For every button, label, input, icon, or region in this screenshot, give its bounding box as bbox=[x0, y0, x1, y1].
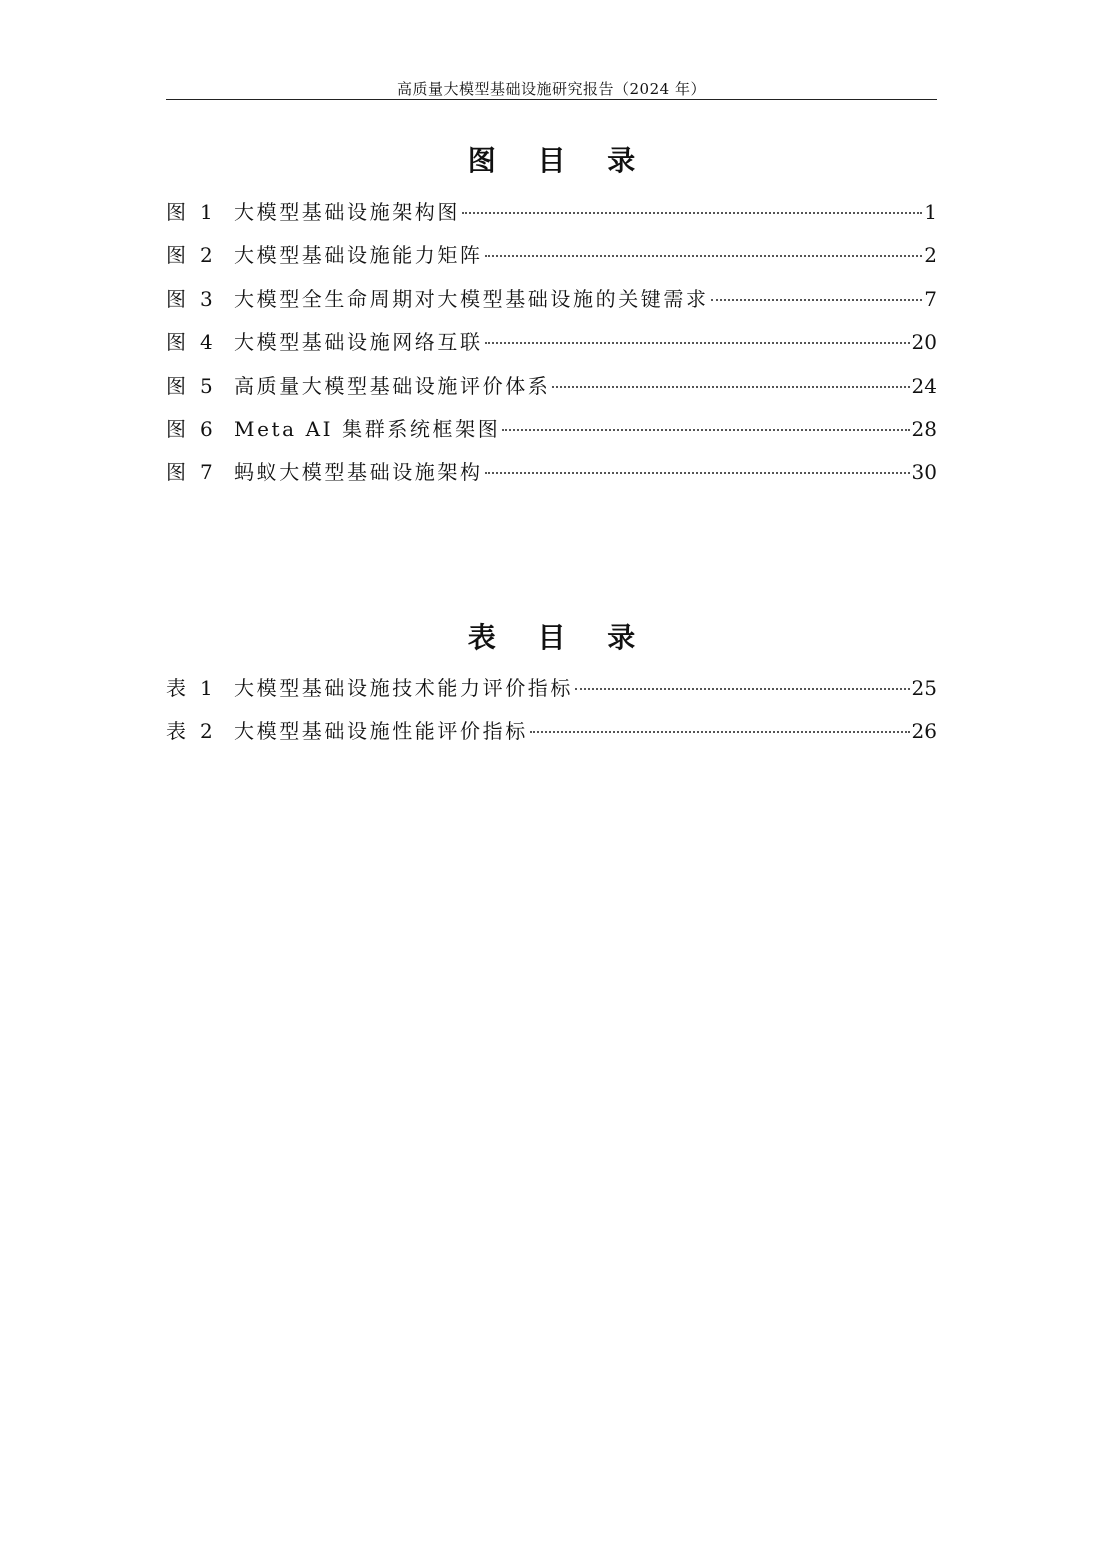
figure-title: 高质量大模型基础设施评价体系 bbox=[234, 373, 551, 398]
dot-leader bbox=[711, 299, 923, 301]
dot-leader bbox=[485, 342, 910, 344]
dot-leader bbox=[530, 731, 910, 733]
figure-label: 图 7 bbox=[166, 460, 213, 485]
table-list-title: 表 目 录 bbox=[467, 621, 652, 654]
figure-title: 大模型基础设施网络互联 bbox=[234, 330, 483, 355]
dot-leader bbox=[485, 255, 923, 257]
figure-entry-3[interactable] bbox=[166, 284, 937, 327]
header-rule bbox=[166, 99, 937, 100]
dot-leader bbox=[462, 212, 922, 214]
table-label: 表 2 bbox=[166, 719, 213, 744]
dot-leader bbox=[502, 429, 909, 431]
figure-title: Meta AI 集群系统框架图 bbox=[234, 416, 501, 441]
figure-label: 图 4 bbox=[166, 330, 213, 355]
running-header: 高质量大模型基础设施研究报告（2024 年） bbox=[397, 80, 706, 98]
dot-leader bbox=[485, 472, 910, 474]
figure-entry-4[interactable] bbox=[166, 327, 937, 370]
figure-entry-6[interactable] bbox=[166, 414, 937, 457]
figure-label: 图 1 bbox=[166, 200, 213, 224]
figure-title: 大模型基础设施架构图 bbox=[234, 200, 460, 224]
table-entry-2[interactable] bbox=[166, 716, 937, 759]
figure-label: 图 6 bbox=[166, 416, 213, 441]
figure-entry-1[interactable] bbox=[166, 197, 937, 240]
dot-leader bbox=[552, 386, 909, 388]
figure-entry-7[interactable] bbox=[166, 457, 937, 500]
page-number: 26 bbox=[911, 719, 937, 744]
figure-list-title: 图 目 录 bbox=[467, 144, 652, 177]
page-number: 1 bbox=[924, 200, 937, 224]
figure-label: 图 2 bbox=[166, 243, 213, 268]
figure-label: 图 3 bbox=[166, 286, 213, 311]
figure-title: 大模型基础设施能力矩阵 bbox=[234, 243, 483, 268]
table-title: 大模型基础设施性能评价指标 bbox=[234, 719, 528, 744]
figure-label: 图 5 bbox=[166, 373, 213, 398]
page-number: 28 bbox=[911, 416, 937, 441]
page-number: 24 bbox=[911, 373, 937, 398]
table-list bbox=[166, 673, 937, 760]
dot-leader bbox=[575, 688, 910, 690]
figure-entry-2[interactable] bbox=[166, 240, 937, 283]
figure-list bbox=[166, 197, 937, 501]
page-number: 7 bbox=[924, 286, 937, 311]
table-label: 表 1 bbox=[166, 676, 213, 700]
figure-title: 蚂蚁大模型基础设施架构 bbox=[234, 460, 483, 485]
figure-title: 大模型全生命周期对大模型基础设施的关键需求 bbox=[234, 286, 709, 311]
page-number: 25 bbox=[911, 676, 937, 700]
page-number: 20 bbox=[911, 330, 937, 355]
figure-entry-5[interactable] bbox=[166, 371, 937, 414]
page-number: 30 bbox=[911, 460, 937, 485]
table-title: 大模型基础设施技术能力评价指标 bbox=[234, 676, 573, 700]
page-number: 2 bbox=[924, 243, 937, 268]
table-entry-1[interactable] bbox=[166, 673, 937, 716]
